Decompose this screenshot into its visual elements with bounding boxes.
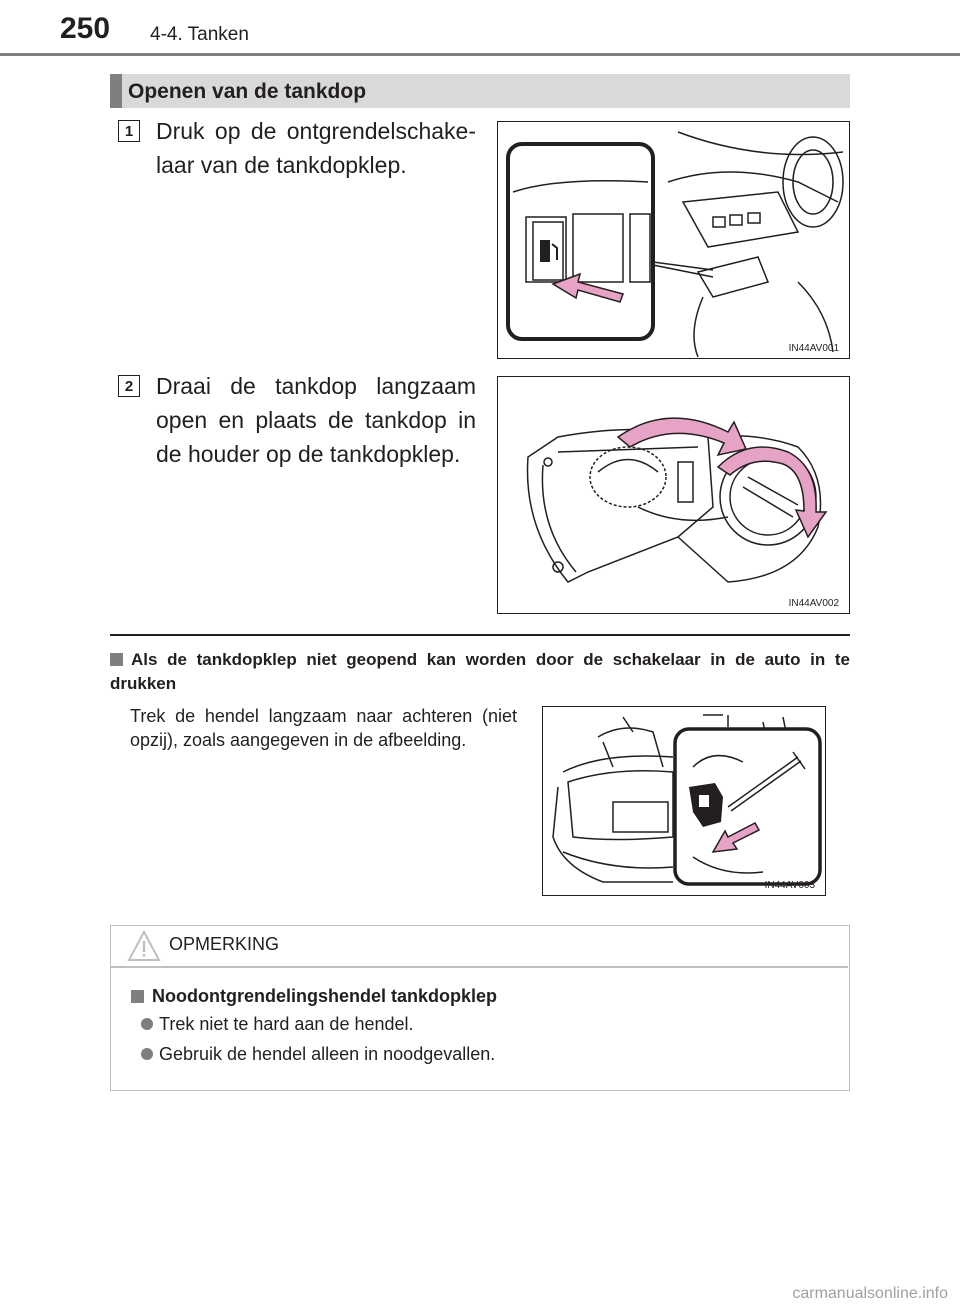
figure-release-lever	[542, 706, 826, 896]
notice-bullet	[141, 1014, 414, 1035]
section-title: Openen van de tankdop	[128, 80, 367, 103]
chapter-title: 4-4. Tanken	[150, 24, 249, 45]
step-2-number: 2	[118, 375, 140, 397]
figure-3-code: IN44AV003	[764, 880, 815, 891]
notice-title: OPMERKING	[169, 934, 280, 954]
page-number: 250	[60, 12, 111, 45]
watermark: carmanualsonline.info	[792, 1285, 948, 1302]
square-bullet-icon	[131, 990, 144, 1003]
step-2-text: Draai de tankdop langzaam open en plaats de tankdop in de houder op de tankdopklep.	[156, 373, 476, 467]
emergency-heading	[110, 648, 850, 696]
warning-triangle-icon	[127, 930, 161, 962]
figure-2-code: IN44AV002	[788, 598, 839, 609]
trunk-lever-illustration	[543, 707, 824, 894]
notice-subheading-text: Noodontgrendelingshendel tankdopklep	[152, 986, 498, 1006]
bullet-dot-icon	[141, 1018, 153, 1030]
figure-1-code: IN44AV001	[788, 343, 839, 354]
fuel-cap-illustration	[498, 377, 848, 612]
figure-fuel-door-switch	[497, 121, 850, 359]
notice-bullet-text: Trek niet te hard aan de hendel.	[159, 1014, 414, 1034]
header-divider	[0, 53, 960, 56]
section-divider	[110, 634, 850, 636]
square-bullet-icon	[110, 653, 123, 666]
notice-bullet	[141, 1044, 495, 1065]
notice-divider	[111, 966, 848, 968]
emergency-text: Trek de hendel langzaam naar achteren (niet opzij), zoals aangegeven in de afbeelding.	[130, 706, 517, 750]
notice-subheading	[131, 986, 497, 1007]
notice-bullet-text: Gebruik de hendel alleen in noodgevallen.	[159, 1044, 496, 1064]
bullet-dot-icon	[141, 1048, 153, 1060]
notice-box	[110, 925, 850, 1091]
section-accent	[110, 74, 122, 108]
dashboard-illustration	[498, 122, 848, 357]
figure-fuel-cap-open	[497, 376, 850, 614]
step-1-number: 1	[118, 120, 140, 142]
step-1-text: Druk op de ontgrendelschake-laar van de tankdopklep.	[156, 118, 476, 178]
emergency-heading-text: Als de tankdopklep niet geopend kan worden door de schakelaar in de auto in te drukken	[110, 650, 850, 693]
section-title-bar	[110, 74, 850, 108]
